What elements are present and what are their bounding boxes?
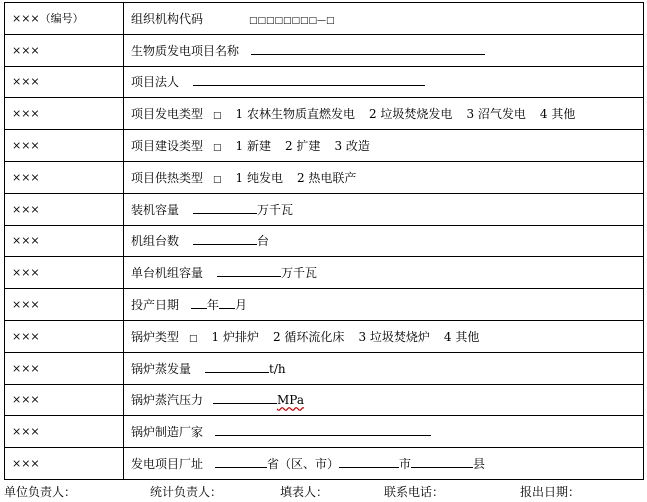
boiler-type-label: 锅炉类型 <box>131 329 180 344</box>
boiler-pressure-unit: MPa <box>277 393 304 408</box>
row-code: ××× <box>5 193 124 225</box>
start-month-unit: 月 <box>235 298 248 313</box>
site-county-unit: 县 <box>473 457 486 472</box>
form-row-site <box>5 448 644 480</box>
gen-type-label: 项目发电类型 <box>131 107 204 122</box>
row-code: ××× <box>5 66 124 98</box>
row-code: ××× <box>5 130 124 162</box>
capacity-field[interactable] <box>193 202 257 214</box>
form-row-build-type <box>5 130 644 162</box>
form-row-org-code <box>5 3 644 35</box>
site-province-field[interactable] <box>215 456 267 468</box>
project-name-field[interactable] <box>251 43 485 55</box>
site-city-field[interactable] <box>339 456 399 468</box>
row-code: ××× <box>5 448 124 480</box>
form-row-gen-type <box>5 98 644 130</box>
legal-person-label: 项目法人 <box>131 75 180 90</box>
form-row-boiler-maker <box>5 416 644 448</box>
row-code: ××× <box>5 225 124 257</box>
boiler-steam-label: 锅炉蒸发量 <box>131 361 192 376</box>
gen-type-option: 3 沼气发电 <box>466 107 526 122</box>
build-type-option: 3 改造 <box>334 139 370 154</box>
stat-head-label: 统计负责人： <box>150 485 223 499</box>
form-row-project-name <box>5 34 644 66</box>
filler-label: 填表人： <box>280 485 329 499</box>
boiler-steam-field[interactable] <box>205 361 269 373</box>
signature-footer <box>4 483 644 499</box>
unit-count-label: 机组台数 <box>131 234 180 249</box>
site-city-unit: 市 <box>399 457 412 472</box>
project-name-label: 生物质发电项目名称 <box>131 43 240 58</box>
form-row-legal-person <box>5 66 644 98</box>
row-code: ××× <box>5 352 124 384</box>
gen-type-option: 2 垃圾焚烧发电 <box>368 107 453 122</box>
boiler-maker-field[interactable] <box>215 424 431 436</box>
report-date-label: 报出日期： <box>520 485 581 499</box>
form-row-unit-capacity <box>5 257 644 289</box>
unit-head-label: 单位负责人： <box>4 485 77 499</box>
boiler-type-option: 3 垃圾焚烧炉 <box>358 329 430 344</box>
gen-type-option: 4 其他 <box>539 107 576 122</box>
start-year-field[interactable] <box>191 297 207 309</box>
heat-type-option: 2 热电联产 <box>296 170 357 185</box>
row-code: ××× <box>5 257 124 289</box>
row-code: ××× <box>5 384 124 416</box>
project-form-table <box>4 2 644 480</box>
form-row-boiler-steam <box>5 352 644 384</box>
heat-type-label: 项目供热类型 <box>131 170 204 185</box>
site-label: 发电项目厂址 <box>131 457 204 472</box>
boiler-pressure-field[interactable] <box>213 392 277 404</box>
form-row-boiler-type <box>5 320 644 352</box>
unit-count-field[interactable] <box>193 233 257 245</box>
org-code-label: 组织机构代码 <box>131 11 204 26</box>
site-county-field[interactable] <box>411 456 473 468</box>
row-code: ××× <box>5 289 124 321</box>
build-type-checkbox[interactable]: □ <box>213 143 222 154</box>
form-row-heat-type <box>5 161 644 193</box>
row-code: ××× <box>5 320 124 352</box>
boiler-type-option: 4 其他 <box>443 329 480 344</box>
gen-type-option: 1 农林生物质直燃发电 <box>235 107 355 122</box>
boiler-pressure-label: 锅炉蒸汽压力 <box>131 393 204 408</box>
heat-type-checkbox[interactable]: □ <box>213 174 222 185</box>
row-code: ××× <box>5 34 124 66</box>
boiler-type-option: 2 循环流化床 <box>272 329 345 344</box>
row-code: ××× <box>5 416 124 448</box>
unit-capacity-unit: 万千瓦 <box>281 266 318 281</box>
heat-type-option: 1 纯发电 <box>235 170 283 185</box>
row-code: ××× <box>5 161 124 193</box>
boiler-maker-label: 锅炉制造厂家 <box>131 425 204 440</box>
build-type-option: 2 扩建 <box>284 139 321 154</box>
boiler-type-option: 1 炉排炉 <box>211 329 259 344</box>
start-year-unit: 年 <box>207 298 220 313</box>
org-code-boxes[interactable]: □□□□□□□□—□ <box>249 15 335 26</box>
unit-capacity-field[interactable] <box>217 265 281 277</box>
site-province-unit: 省（区、市） <box>267 457 340 472</box>
form-row-start-date <box>5 289 644 321</box>
form-row-unit-count <box>5 225 644 257</box>
unit-capacity-label: 单台机组容量 <box>131 266 204 281</box>
form-row-boiler-pressure <box>5 384 644 416</box>
capacity-label: 装机容量 <box>131 202 180 217</box>
form-row-capacity <box>5 193 644 225</box>
capacity-unit: 万千瓦 <box>257 202 294 217</box>
start-date-label: 投产日期 <box>131 298 180 313</box>
start-month-field[interactable] <box>219 297 235 309</box>
unit-count-unit: 台 <box>257 234 270 249</box>
row-code: ××× <box>5 98 124 130</box>
legal-person-field[interactable] <box>193 74 425 86</box>
gen-type-checkbox[interactable]: □ <box>213 111 222 122</box>
boiler-type-checkbox[interactable]: □ <box>189 333 198 344</box>
boiler-steam-unit: t/h <box>269 361 286 376</box>
org-code-cell <box>124 3 644 35</box>
phone-label: 联系电话： <box>384 485 445 499</box>
row-code-header: ×××（编号） <box>5 3 124 35</box>
build-type-option: 1 新建 <box>235 139 271 154</box>
build-type-label: 项目建设类型 <box>131 139 204 154</box>
